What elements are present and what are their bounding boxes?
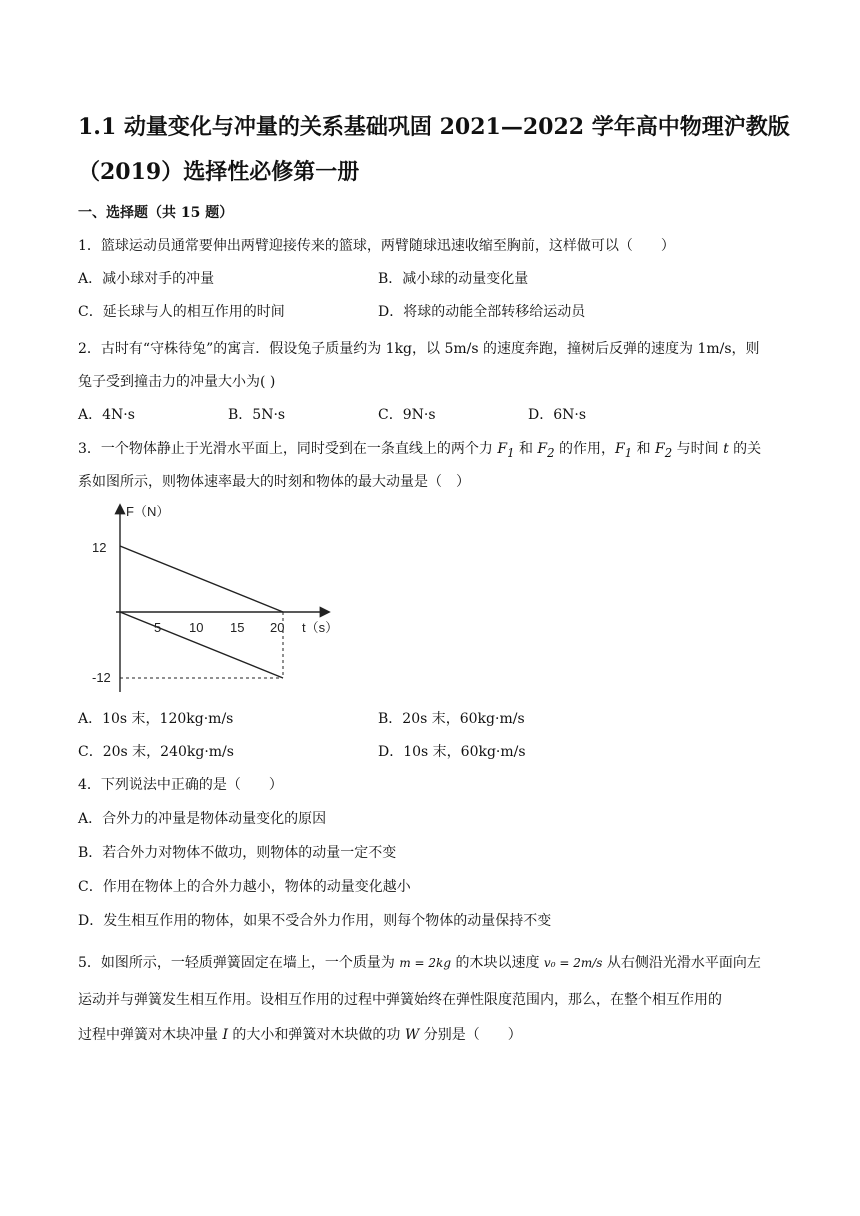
q1-option-c: C．延长球与人的相互作用的时间 — [78, 304, 285, 320]
x-axis-label: t（s） — [302, 620, 339, 635]
var-F1: $F_1$ — [497, 441, 515, 460]
x-tick-20: 20 — [270, 620, 285, 635]
q1-option-b: B．减小球的动量变化量 — [378, 271, 529, 287]
x-tick-10: 10 — [189, 620, 204, 635]
q5-stem-text-6: 分别是（ ） — [419, 1027, 522, 1043]
q5-stem-text-1: 5．如图所示，一轻质弹簧固定在墙上，一个质量为 — [78, 955, 400, 971]
y-tick-neg12: -12 — [92, 670, 111, 685]
q3-stem-line-1 — [78, 439, 761, 463]
q5-stem-text-5: 的大小和弹簧对木块做的功 — [227, 1027, 405, 1043]
document-title-line-2: （2019）选择性必修第一册 — [78, 159, 360, 185]
section-heading: 一、选择题（共 15 题） — [78, 205, 234, 221]
q4-stem: 4．下列说法中正确的是（ ） — [78, 777, 283, 793]
q5-stem-line-2: 运动并与弹簧发生相互作用。设相互作用的过程中弹簧始终在弹性限度范围内，那么，在整个相互作用的 — [78, 992, 722, 1008]
q3-option-c: C．20s 末，240kg·m/s — [78, 744, 234, 760]
q2-stem-line-2: 兔子受到撞击力的冲量大小为( ) — [78, 374, 276, 390]
x-tick-5: 5 — [154, 620, 162, 635]
q5-stem-line-1 — [78, 953, 761, 973]
q1-option-a: A．减小球对手的冲量 — [78, 271, 215, 287]
q2-option-a: A．4N·s — [78, 407, 135, 423]
y-axis-label: F（N） — [126, 504, 170, 519]
q5-stem-text-3: 从右侧沿光滑水平面向左 — [602, 955, 761, 971]
q4-option-b: B．若合外力对物体不做功，则物体的动量一定不变 — [78, 845, 397, 861]
var-I: I — [222, 1027, 228, 1043]
q3-stem-text-2: 的作用， — [554, 441, 615, 457]
q2-option-d: D．6N·s — [528, 407, 587, 423]
q4-option-d: D．发生相互作用的物体，如果不受合外力作用，则每个物体的动量保持不变 — [78, 913, 552, 929]
q1-stem: 1．篮球运动员通常要伸出两臂迎接传来的篮球，两臂随球迅速收缩至胸前，这样做可以（ ） — [78, 238, 675, 254]
q2-stem-line-1: 2．古时有“守株待兔”的寓言．假设兔子质量约为 1kg，以 5m/s 的速度奔跑，撞树后反弹的速度为 1m/s，则 — [78, 341, 760, 357]
q3-option-a: A．10s 末，120kg·m/s — [78, 711, 234, 727]
var-F1-b: $F_1$ — [615, 441, 633, 460]
var-t: t — [723, 441, 729, 457]
q2-option-c: C．9N·s — [378, 407, 436, 423]
y-tick-12: 12 — [92, 540, 107, 555]
q3-stem-line-2: 系如图所示，则物体速率最大的时刻和物体的最大动量是（ ） — [78, 474, 470, 490]
q5-stem-text-4: 过程中弹簧对木块冲量 — [78, 1027, 223, 1043]
q3-stem-text-3: 与时间 — [672, 441, 724, 457]
q5-mass-equation: m = 2kg — [399, 956, 452, 970]
q3-stem-text-1: 3．一个物体静止于光滑水平面上，同时受到在一条直线上的两个力 — [78, 441, 498, 457]
q5-velocity-equation: v₀ = 2m/s — [543, 956, 603, 970]
q5-stem-line-3 — [78, 1025, 522, 1045]
q1-option-d: D．将球的动能全部转移给运动员 — [378, 304, 586, 320]
x-tick-15: 15 — [230, 620, 245, 635]
document-title-line-1: 1.1 动量变化与冲量的关系基础巩固 2021—2022 学年高中物理沪教版 — [78, 114, 790, 140]
var-W: W — [404, 1027, 420, 1043]
q3-option-b: B．20s 末，60kg·m/s — [378, 711, 525, 727]
q3-stem-and-b: 和 — [632, 441, 656, 457]
var-F2: $F_2$ — [537, 441, 555, 460]
q4-option-c: C．作用在物体上的合外力越小，物体的动量变化越小 — [78, 879, 411, 895]
q4-option-a: A．合外力的冲量是物体动量变化的原因 — [78, 811, 327, 827]
force-time-graph — [80, 496, 350, 696]
force-line-1 — [120, 546, 283, 612]
q2-option-b: B．5N·s — [228, 407, 286, 423]
var-F2-b: $F_2$ — [655, 441, 673, 460]
q5-stem-text-2: 的木块以速度 — [451, 955, 544, 971]
q3-stem-text-4: 的关 — [728, 441, 762, 457]
q3-stem-and: 和 — [514, 441, 538, 457]
q3-option-d: D．10s 末，60kg·m/s — [378, 744, 526, 760]
